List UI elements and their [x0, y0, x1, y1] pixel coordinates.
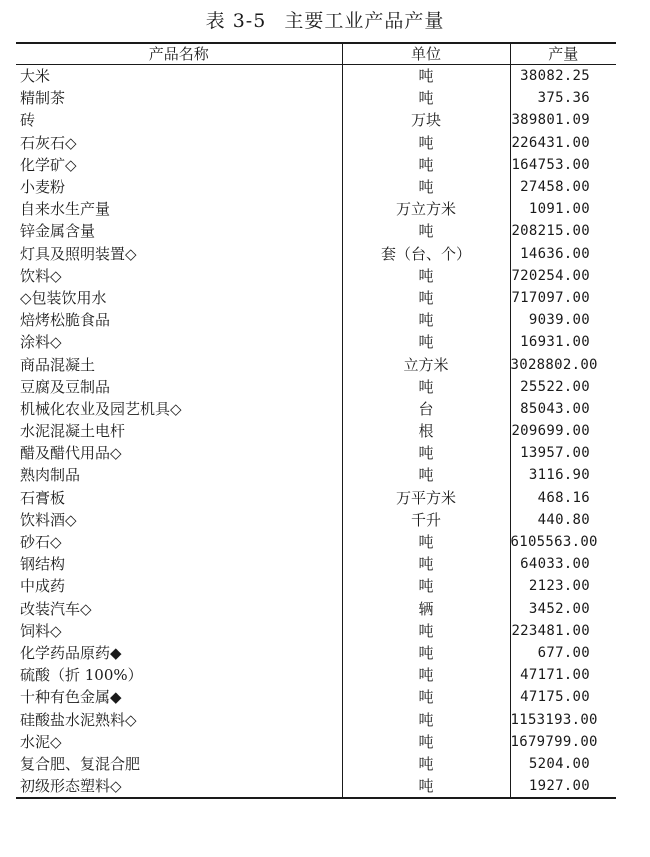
table-row — [16, 731, 616, 753]
unit-cell: 吨 — [342, 620, 510, 642]
table-row — [16, 775, 616, 797]
output-value-cell: 38082.25 — [510, 65, 616, 88]
product-name-cell: 硫酸（折 100%） — [20, 666, 143, 685]
product-name-cell: 化学药品原药◆ — [20, 643, 122, 662]
output-value-cell: 27458.00 — [510, 176, 616, 198]
unit-cell: 吨 — [342, 731, 510, 753]
output-value-cell: 16931.00 — [510, 331, 616, 353]
table-row — [16, 686, 616, 708]
product-name-cell: ◇包装饮用水 — [20, 288, 107, 307]
product-name-cell: 钢结构 — [20, 555, 66, 574]
product-name-cell: 砂石◇ — [20, 533, 62, 552]
output-value-cell: 226431.00 — [510, 132, 616, 154]
unit-cell: 吨 — [342, 531, 510, 553]
unit-cell: 套（台、个） — [342, 243, 510, 265]
output-value-cell: 717097.00 — [510, 287, 616, 309]
unit-cell: 吨 — [342, 65, 510, 88]
table-number: 表 3-5 — [205, 10, 267, 32]
output-value-cell: 5204.00 — [510, 753, 616, 775]
product-name-cell: 大米 — [20, 67, 51, 86]
table-row — [16, 442, 616, 464]
table-row — [16, 509, 616, 531]
table-row — [16, 87, 616, 109]
unit-cell: 吨 — [342, 686, 510, 708]
table-row — [16, 642, 616, 664]
unit-cell: 吨 — [342, 376, 510, 398]
product-name-cell: 焙烤松脆食品 — [20, 311, 111, 330]
product-name-cell: 石膏板 — [20, 488, 66, 507]
column-header-product-name: 产品名称 — [16, 44, 342, 65]
output-value-cell: 164753.00 — [510, 154, 616, 176]
header-row — [16, 44, 616, 65]
unit-cell: 吨 — [342, 642, 510, 664]
product-name-cell: 复合肥、复混合肥 — [20, 754, 141, 773]
product-name-cell: 水泥混凝土电杆 — [20, 422, 126, 441]
table-row — [16, 553, 616, 575]
table-row — [16, 309, 616, 331]
product-name-cell: 锌金属含量 — [20, 222, 96, 241]
unit-cell: 吨 — [342, 132, 510, 154]
unit-cell: 根 — [342, 420, 510, 442]
unit-cell: 吨 — [342, 331, 510, 353]
product-name-cell: 熟肉制品 — [20, 466, 81, 485]
output-value-cell: 677.00 — [510, 642, 616, 664]
table-title — [0, 6, 650, 33]
table-row — [16, 109, 616, 131]
product-name-cell: 豆腐及豆制品 — [20, 377, 111, 396]
output-value-cell: 375.36 — [510, 87, 616, 109]
product-name-cell: 硅酸盐水泥熟料◇ — [20, 710, 137, 729]
product-name-cell: 化学矿◇ — [20, 155, 77, 174]
product-name-cell: 机械化农业及园艺机具◇ — [20, 399, 182, 418]
unit-cell: 万平方米 — [342, 487, 510, 509]
table-row — [16, 353, 616, 375]
unit-cell: 吨 — [342, 464, 510, 486]
product-name-cell: 石灰石◇ — [20, 133, 77, 152]
table-row — [16, 154, 616, 176]
product-name-cell: 改装汽车◇ — [20, 599, 92, 618]
table-row — [16, 708, 616, 730]
unit-cell: 吨 — [342, 553, 510, 575]
output-value-cell: 720254.00 — [510, 265, 616, 287]
table-row — [16, 531, 616, 553]
output-value-cell: 208215.00 — [510, 220, 616, 242]
unit-cell: 千升 — [342, 509, 510, 531]
table-row — [16, 487, 616, 509]
output-value-cell: 85043.00 — [510, 398, 616, 420]
unit-cell: 吨 — [342, 775, 510, 797]
output-value-cell: 64033.00 — [510, 553, 616, 575]
unit-cell: 吨 — [342, 220, 510, 242]
product-name-cell: 商品混凝土 — [20, 355, 96, 374]
output-value-cell: 47175.00 — [510, 686, 616, 708]
output-value-cell: 209699.00 — [510, 420, 616, 442]
output-value-cell: 223481.00 — [510, 620, 616, 642]
product-name-cell: 饮料酒◇ — [20, 510, 77, 529]
table-row — [16, 420, 616, 442]
output-value-cell: 25522.00 — [510, 376, 616, 398]
unit-cell: 吨 — [342, 442, 510, 464]
unit-cell: 万块 — [342, 109, 510, 131]
unit-cell: 吨 — [342, 575, 510, 597]
table-row — [16, 664, 616, 686]
table-row — [16, 65, 616, 88]
table-row — [16, 575, 616, 597]
product-name-cell: 灯具及照明装置◇ — [20, 244, 137, 263]
unit-cell: 吨 — [342, 664, 510, 686]
output-value-cell: 2123.00 — [510, 575, 616, 597]
unit-cell: 吨 — [342, 87, 510, 109]
table-row — [16, 265, 616, 287]
output-value-cell: 3452.00 — [510, 598, 616, 620]
product-name-cell: 自来水生产量 — [20, 200, 111, 219]
table-row — [16, 198, 616, 220]
product-output-table — [16, 42, 616, 799]
output-value-cell: 14636.00 — [510, 243, 616, 265]
table-row — [16, 753, 616, 775]
unit-cell: 立方米 — [342, 353, 510, 375]
product-name-cell: 砖 — [20, 111, 36, 130]
unit-cell: 吨 — [342, 287, 510, 309]
output-value-cell: 389801.09 — [510, 109, 616, 131]
output-value-cell: 3116.90 — [510, 464, 616, 486]
product-name-cell: 醋及醋代用品◇ — [20, 444, 122, 463]
table-row — [16, 376, 616, 398]
unit-cell: 吨 — [342, 753, 510, 775]
table-row — [16, 287, 616, 309]
product-name-cell: 中成药 — [20, 577, 66, 596]
output-value-cell: 440.80 — [510, 509, 616, 531]
unit-cell: 吨 — [342, 265, 510, 287]
unit-cell: 吨 — [342, 176, 510, 198]
product-name-cell: 水泥◇ — [20, 732, 62, 751]
table-row — [16, 620, 616, 642]
output-value-cell: 1679799.00 — [510, 731, 616, 753]
unit-cell: 台 — [342, 398, 510, 420]
output-value-cell: 1153193.00 — [510, 708, 616, 730]
table-row — [16, 398, 616, 420]
table-row — [16, 176, 616, 198]
product-name-cell: 精制茶 — [20, 89, 66, 108]
product-name-cell: 小麦粉 — [20, 178, 66, 197]
unit-cell: 吨 — [342, 309, 510, 331]
output-value-cell: 47171.00 — [510, 664, 616, 686]
table-row — [16, 464, 616, 486]
output-value-cell: 3028802.00 — [510, 353, 616, 375]
output-value-cell: 13957.00 — [510, 442, 616, 464]
product-name-cell: 十种有色金属◆ — [20, 688, 122, 707]
unit-cell: 吨 — [342, 708, 510, 730]
product-name-cell: 涂料◇ — [20, 333, 62, 352]
table-body — [16, 65, 616, 798]
output-value-cell: 1091.00 — [510, 198, 616, 220]
product-name-cell: 初级形态塑料◇ — [20, 777, 122, 796]
unit-cell: 吨 — [342, 154, 510, 176]
output-value-cell: 6105563.00 — [510, 531, 616, 553]
product-name-cell: 饲料◇ — [20, 621, 62, 640]
product-name-cell: 饮料◇ — [20, 266, 62, 285]
unit-cell: 万立方米 — [342, 198, 510, 220]
column-header-output: 产量 — [510, 44, 616, 65]
table-row — [16, 220, 616, 242]
table-row — [16, 598, 616, 620]
unit-cell: 辆 — [342, 598, 510, 620]
output-value-cell: 1927.00 — [510, 775, 616, 797]
output-value-cell: 468.16 — [510, 487, 616, 509]
column-header-unit: 单位 — [342, 44, 510, 65]
table-row — [16, 331, 616, 353]
table-row — [16, 132, 616, 154]
table-row — [16, 243, 616, 265]
output-value-cell: 9039.00 — [510, 309, 616, 331]
table-caption: 主要工业产品产量 — [284, 10, 445, 32]
